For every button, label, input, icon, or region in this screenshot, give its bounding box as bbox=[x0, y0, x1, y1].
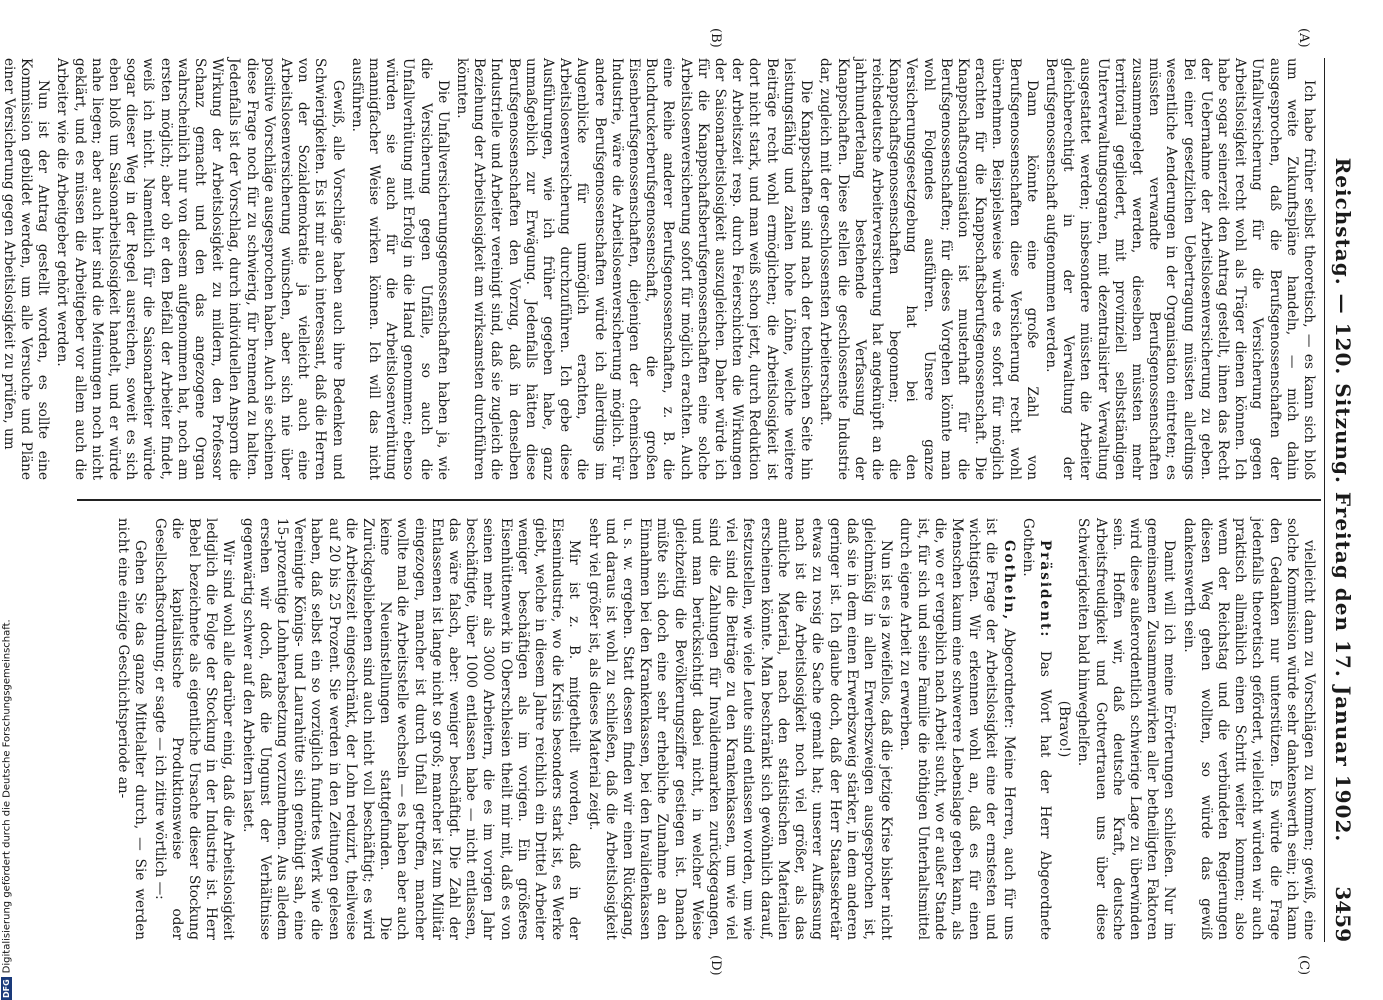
speaker-label: Gothein, bbox=[1000, 540, 1017, 622]
paragraph: Nun ist es ja zweifellos, daß die jetzige Krise bisher nicht gleichmäßig in allen Erwerbszweigen ausgesprochen ist, daß sie in dem einen Erwerbszweig stärker, in dem anderen geringer ist. Ich glaube doch, daß der Herr Staatssekretär etwas zu rosig die Sache gemalt hat; unserer Auffassung nach ist die Arbeitslosigkeit noch viel größer, als das amtliche Material, nach den statistischen Materialien erscheinen könnte. Man beschränkt sich gewöhnlich darauf, festzustellen, wie viele Leute sind entlassen worden, um wie viel sind die Beiträge zu den Krankenkassen, um wie viel sind die Zahlungen für Invalidenmarken zurückgegangen, und man berücksichtigt dabei nicht, in welcher Weise gleichzeitig die Bevölkerungsziffer gestiegen ist. Danach müßte sich doch eine sehr erhebliche Zunahme an den Einnahmen bei den Krankenkassen, bei den Invalidenkassen u. s. w. ergeben. Statt dessen finden wir einen Rückgang, und daraus ist wohl zu schließen, daß die Arbeitslosigkeit sehr viel größer ist, als dieses Material zeigt. bbox=[585, 518, 895, 940]
page-title: Reichstag. — 120. Sitzung. Freitag den 17. Januar 1902. bbox=[1331, 157, 1355, 843]
paragraph: Ich habe früher selbst theoretisch, — es kann sich bloß um weite Zukunftspläne handeln, — mich dahin ausgesprochen, daß die Berufsgenossenschaften der Unfallversicherung für die Versicherung gegen Arbeitslosigkeit recht wohl als Träger dienen können. Ich habe sogar seinerzeit den Antrag gestellt, ihnen das Recht der Uebernahme der Arbeitslosenversicherung zu geben. Bei einer gesetzlichen Uebertragung müssten allerdings wesentliche Aenderungen in der Organisation eintreten; es müssten verwandte Berufsgenossenschaften zusammengelegt werden, dieselben müssten mehr territorial gegliedert, mit provinziell selbstständigen Unterverwaltungsorganen, mit dezentralisirter Verwaltung ausgestattet werden; insbesondere müssten die Arbeiter gleichberechtigt in der Verwaltung der Berufsgenossenschaft aufgenommen werden. bbox=[1042, 58, 1317, 480]
margin-marker-d: (D) bbox=[708, 955, 723, 976]
paragraph: Wir sind wohl alle darüber einig, daß die Arbeitslosigkeit lediglich die Folge der Stockung in der Industrie ist. Herr Bebel bezeichnete als eigentliche Ursache dieser Stockung die kapitalistische Produktionsweise oder Gesellschaftsordnung; er sagte — ich zitire wörtlich —: bbox=[151, 518, 237, 940]
paragraph: Die Unfallversicherungsgenossenschaften haben ja, wie die Versicherung gegen Unfälle, so auch die Unfallverhütung mit Erfolg in die Hand genommen; ebenso würden sie auch für die Arbeitslosenverhütung mannigfacher Weise wirken können. Ich will das nicht ausführen. bbox=[348, 58, 451, 480]
digitization-credit-text: Digitalisierung gefördert durch die Deutsche Forschungsgemeinschaft. bbox=[1, 619, 13, 974]
dfg-logo: DFG bbox=[2, 979, 11, 998]
margin-marker-a: (A) bbox=[1296, 28, 1311, 48]
paragraph: Gewiß, alle Vorschläge haben auch ihre Bedenken und Schwierigkeiten. Es ist mir auch interessant, daß die Herren von der Sozialdemokratie ja vielleicht auch eine Arbeitslosenversicherung wünschen, aber sich nie über positive Vorschläge ausgesprochen haben. Auch sie scheinen diese Frage noch für zu schwierig, für brennend zu halten. Jedenfalls ist der Vorschlag, durch individuellen Ansporn die Wirkung der Arbeitslosigkeit zu mildern, den Professor Schanz gemacht und den das angezogene Organ wahrscheinlich nur von diesem aufgenommen hat, noch am ersten möglich; aber ob er den Beifall der Arbeiter findet, weiß ich nicht. Namentlich für die Saisonarbeiter würde sogar dieser Weg in der Regel ausreichen, soweit es sich eben bloß um Saisonarbeitslosigkeit handelt, und er würde nahe liegen; aber auch hier sind die Meinungen noch nicht geklärt, und es müssen die Arbeitgeber vor allem auch die Arbeiter wie die Arbeitgeber gehört werden. bbox=[54, 58, 346, 480]
speaker-statement bbox=[896, 518, 1016, 940]
right-column bbox=[81, 518, 1317, 940]
paragraph: vielleicht dann zu Vorschlägen zu kommen; gewiß, eine solche Kommission würde sehr dankenswerth sein; ich kann den Gedanken nur unterstützen. Es würde die Frage jedenfalls theoretisch gefördert, vielleicht würden wir auch praktisch allmählich einen Schritt weiter kommen; also wenn der Reichstag und die verbündeten Regierungen diesen Weg gehen wollten, so würde das gewiß dankenswerth sein. bbox=[1180, 518, 1317, 940]
president-statement bbox=[1019, 518, 1053, 940]
paragraph: Mir ist z. B. mitgetheilt worden, daß in der Eisenindustrie, wo die Krisis besonders stark ist, es Werke giebt, welche in diesem Jahre reichlich ein Drittel Arbeiter weniger beschäftigen als im vorigen. Ein größeres Eisenhüttenwerk in Oberschlesien theilt mir mit, daß es von seinen mehr als 3000 Arbeitern, die es im vorigen Jahr beschäftigte, über 1000 entlassen habe — nicht entlassen, das wäre falsch, aber: weniger beschäftigt. Die Zahl der Entlassenen ist lange nicht so groß; mancher ist zum Militär eingezogen, mancher ist durch Unfall getroffen, mancher wollte mal die Arbeitsstelle wechseln — es haben aber auch keine Neueinstellungen stattgefunden. Die Zurückgebliebenen sind auch nicht voll beschäftigt; es wird die Arbeitszeit eingeschränkt, der Lohn reduzirt, theilweise auf 20 bis 25 Prozent. Sie werden in den Zeitungen gelesen haben, daß selbst ein so vorzüglich fundirtes Werk wie die Vereinigte Königs- und Laurahütte sich genöthigt sah, eine 15-prozentige Lohnherabsetzung vorzunehmen. Aus alledem ersehen wir doch, daß die Ungunst der Verhältnisse gegenwärtig schwer auf den Arbeitern lastet. bbox=[239, 518, 583, 940]
paragraph: Dann könnte eine große Zahl von Berufsgenossenschaften diese Versicherung recht wohl übernehmen. Beispielsweise würde es sofort für möglich erachten für die Knappschaftsberufsgenossenschaft. Die Knappschaftsorganisation ist musterhaft für die Berufsgenossenschaften; für dieses Vorgehen könnte man wohl Folgendes ausführen. Unsere ganze Versicherungsgesetzgebung hat bei den Knappschaftsgenossenschaften begonnen; die reichsdeutsche Arbeiterversicherung hat angeknüpft an die jahrhundertelang bestehende Verfassung der Knappschaften. Diese stellen die geschlossenste Industrie dar, zugleich mit der geschlossensten Arbeiterschaft. bbox=[817, 58, 1040, 480]
applause-note: (Bravo!) bbox=[1056, 700, 1073, 758]
margin-marker-c: (C) bbox=[1296, 955, 1311, 976]
page-number: 3459 bbox=[1331, 886, 1355, 942]
president-text: Das Wort hat der Herr Abgeordnete Gothein. bbox=[1019, 518, 1053, 940]
column-divider bbox=[77, 499, 1321, 501]
president-label: Präsident: bbox=[1036, 540, 1053, 639]
paragraph: Die Knappschaften sind nach der technischen Seite hin leistungsfähig und zahlen hohe Löhne, welche weitere Beiträge recht wohl ermöglichen; die Arbeitslosigkeit ist dort nicht stark, und man weiß schon jetzt, durch Reduktion der Arbeitszeit resp. durch Feierschichten die Wirkungen der Saisonarbeitslosigkeit auszugleichen. Daher würde ich für die Knappschaftsberufsgenossenschaften eine solche Arbeitslosenversicherung sofort für möglich erachten. Auch eine Reihe anderer Berufsgenossenschaften, z. B. die Buchdruckerberufsgenossenschaft, die großen Eisenberufsgenossenschaften, diejenigen der chemischen Industrie, wäre die Arbeitslosenversicherung möglich. Für andere Berufsgenossenschaften würde ich allerdings im Augenblicke für unmöglich erachten, die Arbeitslosenversicherung durchzuführen. Ich gebe diese Ausführungen, wie ich früher gegeben habe, ganz unmaßgeblich zur Erwägung. Jedenfalls hätten diese Berufsgenossenschaften den Vorzug, daß in denselben Industrielle und Arbeiter vereinigt sind, daß sie zugleich die Beziehung der Arbeitslosigkeit am wirksamsten durchführen könnten. bbox=[454, 58, 815, 480]
paragraph: Gehen Sie das ganze Mittelalter durch, — Sie werden nicht eine einzige Geschichtsperiode an- bbox=[115, 518, 149, 940]
paragraph: Nun ist der Antrag gestellt worden, es sollte eine Kommission gebildet werden, um alle Versuche und Pläne einer Versicherung gegen Arbeitslosigkeit zu prüfen, um bbox=[0, 58, 52, 480]
speaker-text: Abgeordneter: Meine Herren, auch für uns ist die Frage der Arbeitslosigkeit eine der ernstesten und wichtigsten. Wir erkennen wohl an, daß es für einen Menschen kaum eine schwerere Lebenslage geben kann, als die, wo er vergeblich nach Arbeit sucht, wo er außer Stande ist, für sich und seine Familie die nöthigen Unterhaltsmittel durch eigene Arbeit zu erwerben. bbox=[897, 518, 1017, 940]
left-column bbox=[0, 58, 1317, 480]
page-header bbox=[1324, 58, 1361, 942]
paragraph: Damit will ich meine Erörterungen schließen. Nur im gemeinsamen Zusammenwirken aller betheiligten Faktoren wird diese außerordentlich schwierige Lage zu überwinden sein. Hoffen wir, daß deutsche Kraft, deutsche Arbeitsfreudigkeit und Gottvertrauen uns über diese Schwierigkeiten bald hinweghelfen. bbox=[1075, 518, 1178, 940]
margin-marker-b: (B) bbox=[708, 28, 723, 48]
